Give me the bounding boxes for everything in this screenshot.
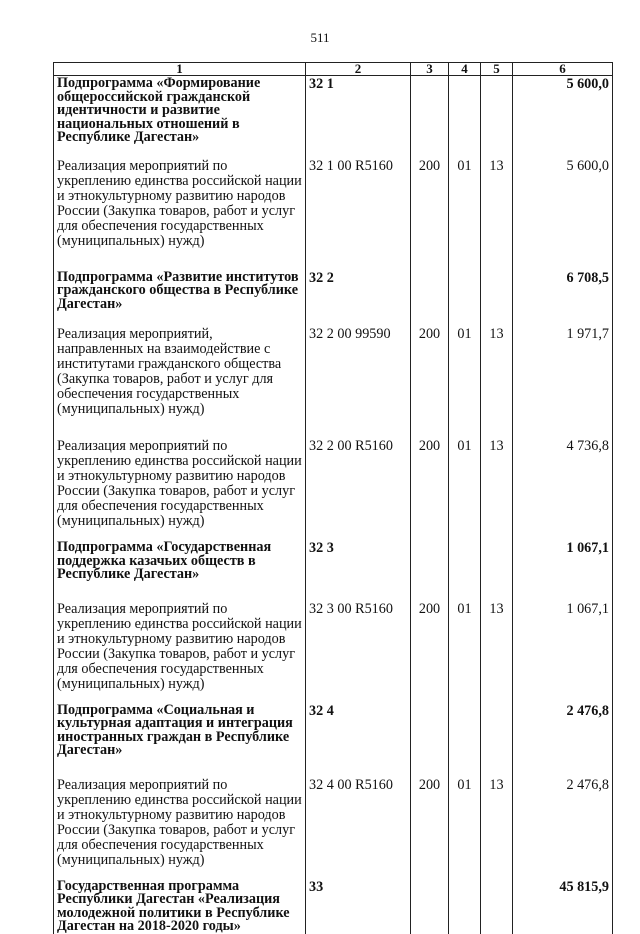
row-subsection-cell: [481, 880, 513, 934]
row-section-cell: [449, 704, 481, 778]
table-header-row: [54, 63, 613, 76]
row-name-cell: Реализация мероприятий по укреплению единства российской нации и этнокультурному развитию народов России (Закупка товаров, работ и услуг для обеспечения государственных (муниципальных) нужд): [54, 778, 306, 880]
row-code-cell: 32 2 00 R5160: [306, 439, 411, 541]
row-name-cell: Реализация мероприятий по укреплению единства российской нации и этнокультурному развитию народов России (Закупка товаров, работ и услуг для обеспечения государственных (муниципальных) нужд): [54, 159, 306, 271]
row-amount-cell: 2 476,8: [513, 778, 613, 880]
row-section-cell: [449, 880, 481, 934]
row-section-cell: [449, 76, 481, 159]
row-subsection-cell: [481, 704, 513, 778]
column-header: 4: [449, 63, 481, 76]
row-subsection-cell: [481, 271, 513, 328]
row-amount-cell: 2 476,8: [513, 704, 613, 778]
program-row: [54, 704, 613, 778]
program-row: [54, 76, 613, 159]
row-amount-cell: 1 067,1: [513, 541, 613, 602]
row-name-cell: Реализация мероприятий, направленных на взаимодействие с институтами гражданского общества (Закупка товаров, работ и услуг для обеспечения государственных (муниципальных) нужд): [54, 327, 306, 439]
row-section-cell: 01: [449, 602, 481, 704]
row-section-cell: 01: [449, 159, 481, 271]
row-section-cell: 01: [449, 439, 481, 541]
row-amount-cell: 5 600,0: [513, 76, 613, 159]
activity-row: [54, 159, 613, 271]
activity-row: [54, 327, 613, 439]
row-subsection-cell: 13: [481, 159, 513, 271]
row-amount-cell: 4 736,8: [513, 439, 613, 541]
row-subsection-cell: 13: [481, 439, 513, 541]
program-row: [54, 880, 613, 934]
row-type-cell: [411, 880, 449, 934]
row-name-cell: Подпрограмма «Развитие институтов гражданского общества в Республике Дагестан»: [54, 271, 306, 328]
row-subsection-cell: 13: [481, 327, 513, 439]
row-name-cell: Подпрограмма «Социальная и культурная адаптация и интеграция иностранных граждан в Республике Дагестан»: [54, 704, 306, 778]
program-row: [54, 271, 613, 328]
page-number: 511: [310, 30, 330, 45]
row-amount-cell: 5 600,0: [513, 159, 613, 271]
column-header: 6: [513, 63, 613, 76]
row-amount-cell: 1 971,7: [513, 327, 613, 439]
row-section-cell: 01: [449, 327, 481, 439]
row-type-cell: 200: [411, 602, 449, 704]
activity-row: [54, 439, 613, 541]
table-body: [54, 76, 613, 934]
budget-table: [53, 62, 613, 934]
row-amount-cell: 6 708,5: [513, 271, 613, 328]
row-subsection-cell: 13: [481, 602, 513, 704]
row-type-cell: 200: [411, 778, 449, 880]
column-header: 2: [306, 63, 411, 76]
row-code-cell: 32 1: [306, 76, 411, 159]
row-name-cell: Подпрограмма «Формирование общероссийской гражданской идентичности и развитие национальных отношений в Республике Дагестан»: [54, 76, 306, 159]
column-header: 3: [411, 63, 449, 76]
row-code-cell: 32 3 00 R5160: [306, 602, 411, 704]
row-subsection-cell: [481, 541, 513, 602]
row-subsection-cell: [481, 76, 513, 159]
row-section-cell: [449, 271, 481, 328]
program-row: [54, 541, 613, 602]
activity-row: [54, 778, 613, 880]
row-type-cell: 200: [411, 439, 449, 541]
column-header: 1: [54, 63, 306, 76]
row-code-cell: 32 2 00 99590: [306, 327, 411, 439]
row-type-cell: 200: [411, 159, 449, 271]
row-section-cell: 01: [449, 778, 481, 880]
row-code-cell: 32 2: [306, 271, 411, 328]
row-type-cell: [411, 704, 449, 778]
row-type-cell: [411, 541, 449, 602]
row-code-cell: 32 1 00 R5160: [306, 159, 411, 271]
row-code-cell: 32 4 00 R5160: [306, 778, 411, 880]
row-code-cell: 32 4: [306, 704, 411, 778]
activity-row: [54, 602, 613, 704]
row-name-cell: Реализация мероприятий по укреплению единства российской нации и этнокультурному развитию народов России (Закупка товаров, работ и услуг для обеспечения государственных (муниципальных) нужд): [54, 439, 306, 541]
row-amount-cell: 45 815,9: [513, 880, 613, 934]
row-code-cell: 32 3: [306, 541, 411, 602]
column-header: 5: [481, 63, 513, 76]
row-code-cell: 33: [306, 880, 411, 934]
row-name-cell: Государственная программа Республики Дагестан «Реализация молодежной политики в Республике Дагестан на 2018-2020 годы»: [54, 880, 306, 934]
row-name-cell: Подпрограмма «Государственная поддержка казачьих обществ в Республике Дагестан»: [54, 541, 306, 602]
row-name-cell: Реализация мероприятий по укреплению единства российской нации и этнокультурному развитию народов России (Закупка товаров, работ и услуг для обеспечения государственных (муниципальных) нужд): [54, 602, 306, 704]
row-type-cell: 200: [411, 327, 449, 439]
row-subsection-cell: 13: [481, 778, 513, 880]
row-type-cell: [411, 271, 449, 328]
row-amount-cell: 1 067,1: [513, 602, 613, 704]
row-type-cell: [411, 76, 449, 159]
row-section-cell: [449, 541, 481, 602]
